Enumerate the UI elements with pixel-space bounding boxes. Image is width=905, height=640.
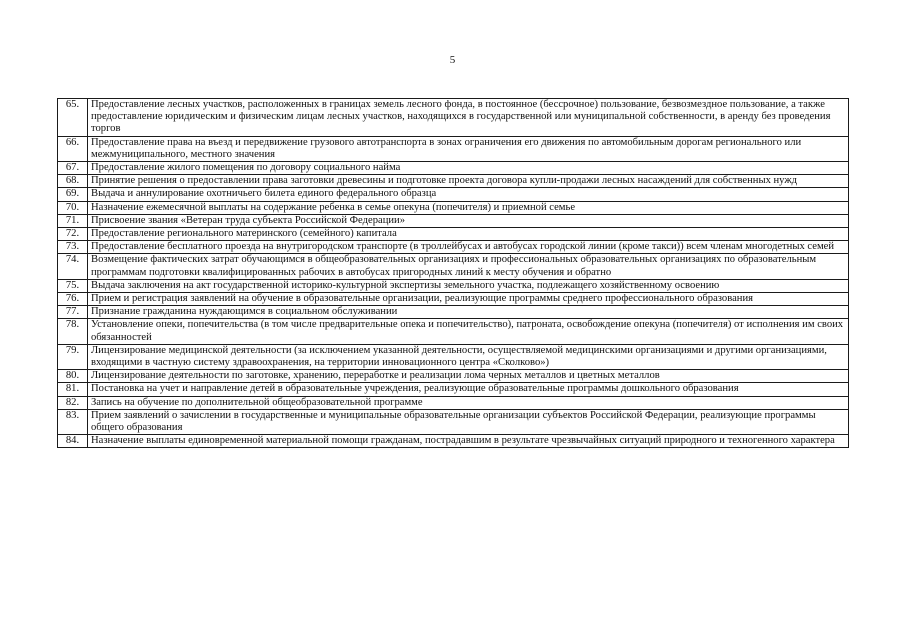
service-name: Предоставление лесных участков, расположенных в границах земель лесного фонда, в постоянное (бессрочное) пользование, безвозмездное пользование, а также предоставление юридическим и физическим лицам лесных участков, находящихся в государственной или муниципальной собственности, в аренду без проведения торгов: [88, 99, 849, 137]
row-number: 69.: [58, 188, 88, 201]
table-row: [58, 254, 849, 279]
service-name: Предоставление права на въезд и передвижение грузового автотранспорта в зонах ограничения его движения по автомобильным дорогам регионального или межмуниципального, местного значения: [88, 136, 849, 161]
service-name: Лицензирование деятельности по заготовке, хранению, переработке и реализации лома черных металлов и цветных металлов: [88, 370, 849, 383]
table-row: [58, 188, 849, 201]
service-name: Предоставление регионального материнского (семейного) капитала: [88, 228, 849, 241]
table-row: [58, 136, 849, 161]
service-name: Установление опеки, попечительства (в том числе предварительные опека и попечительство), патроната, освобождение опекуна (попечителя) от исполнения им своих обязанностей: [88, 319, 849, 344]
service-name: Присвоение звания «Ветеран труда субъекта Российской Федерации»: [88, 214, 849, 227]
service-name: Возмещение фактических затрат обучающимся в общеобразовательных организациях и профессиональных образовательных организациях по образовательным программам подготовки квалифицированных рабочих в автобусах пригородных линий к месту обучения и обратно: [88, 254, 849, 279]
row-number: 68.: [58, 175, 88, 188]
row-number: 72.: [58, 228, 88, 241]
service-name: Признание гражданина нуждающимся в социальном обслуживании: [88, 306, 849, 319]
table-row: [58, 99, 849, 137]
row-number: 77.: [58, 306, 88, 319]
row-number: 67.: [58, 162, 88, 175]
row-number: 82.: [58, 396, 88, 409]
row-number: 80.: [58, 370, 88, 383]
row-number: 73.: [58, 241, 88, 254]
table-row: [58, 175, 849, 188]
row-number: 81.: [58, 383, 88, 396]
table-row: [58, 383, 849, 396]
service-name: Постановка на учет и направление детей в образовательные учреждения, реализующие образовательные программы дошкольного образования: [88, 383, 849, 396]
service-name: Назначение выплаты единовременной материальной помощи гражданам, пострадавшим в результате чрезвычайных ситуаций природного и техногенного характера: [88, 435, 849, 448]
table-row: [58, 214, 849, 227]
table-row: [58, 319, 849, 344]
row-number: 71.: [58, 214, 88, 227]
row-number: 75.: [58, 279, 88, 292]
table-row: [58, 241, 849, 254]
services-table: [57, 98, 849, 448]
service-name: Выдача заключения на акт государственной историко-культурной экспертизы земельного участка, подлежащего хозяйственному освоению: [88, 279, 849, 292]
table-row: [58, 370, 849, 383]
row-number: 70.: [58, 201, 88, 214]
service-name: Принятие решения о предоставлении права заготовки древесины и подготовке проекта договора купли-продажи лесных насаждений для собственных нужд: [88, 175, 849, 188]
row-number: 79.: [58, 344, 88, 369]
service-name: Прием и регистрация заявлений на обучение в образовательные организации, реализующие программы среднего профессионального образования: [88, 293, 849, 306]
service-name: Предоставление бесплатного проезда на внутригородском транспорте (в троллейбусах и автобусах городской линии (кроме такси)) всем членам многодетных семей: [88, 241, 849, 254]
service-name: Лицензирование медицинской деятельности (за исключением указанной деятельности, осуществляемой медицинскими организациями и другими организациями, входящими в частную систему здравоохранения, на территории инновационного центра «Сколково»): [88, 344, 849, 369]
row-number: 74.: [58, 254, 88, 279]
page-number: 5: [449, 54, 456, 66]
service-name: Прием заявлений о зачислении в государственные и муниципальные образовательные организации субъектов Российской Федерации, реализующие программы общего образования: [88, 409, 849, 434]
table-row: [58, 306, 849, 319]
row-number: 84.: [58, 435, 88, 448]
row-number: 83.: [58, 409, 88, 434]
table-row: [58, 344, 849, 369]
row-number: 65.: [58, 99, 88, 137]
table-row: [58, 435, 849, 448]
table-row: [58, 279, 849, 292]
table-row: [58, 293, 849, 306]
table-row: [58, 228, 849, 241]
service-name: Выдача и аннулирование охотничьего билета единого федерального образца: [88, 188, 849, 201]
table-row: [58, 201, 849, 214]
row-number: 66.: [58, 136, 88, 161]
service-name: Назначение ежемесячной выплаты на содержание ребенка в семье опекуна (попечителя) и приемной семье: [88, 201, 849, 214]
row-number: 76.: [58, 293, 88, 306]
service-name: Запись на обучение по дополнительной общеобразовательной программе: [88, 396, 849, 409]
table-row: [58, 409, 849, 434]
service-name: Предоставление жилого помещения по договору социального найма: [88, 162, 849, 175]
table-row: [58, 396, 849, 409]
table-row: [58, 162, 849, 175]
row-number: 78.: [58, 319, 88, 344]
services-table-body: [58, 99, 849, 448]
